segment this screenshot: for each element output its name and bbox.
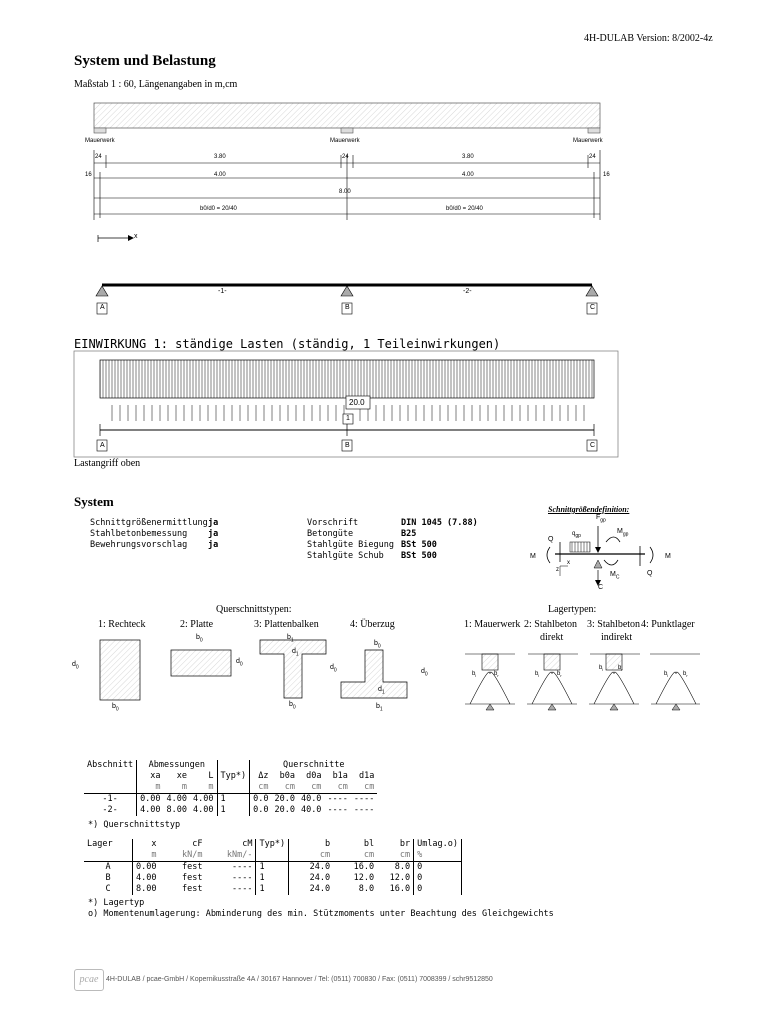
lager3-br: $b_r$ — [618, 665, 623, 673]
table-row: -1- 0.00 4.00 4.00 1 0.0 20.0 40.0 ---- ---- — [84, 794, 377, 806]
schnitt-mc-label: $M_C$ — [610, 571, 620, 581]
load-support-c: C — [590, 442, 596, 449]
lager2-bl: $b_l$ — [535, 671, 540, 679]
abschnitt-footnote: *) Querschnittstyp — [88, 820, 181, 830]
lager3-bl: $b_l$ — [599, 665, 604, 673]
qs4-b1: $b_1$ — [376, 703, 383, 713]
dim-24-c: 24 — [589, 154, 596, 160]
qs-type-3: 3: Plattenbalken — [254, 619, 319, 630]
qs4-d1: $d_1$ — [378, 686, 385, 696]
qs-type-1: 1: Rechteck — [98, 619, 146, 630]
load-support-b: B — [345, 442, 350, 449]
schnitt-q-right-label: Q — [647, 570, 653, 577]
load-block — [100, 360, 594, 398]
page-title: System und Belastung — [74, 53, 216, 69]
table-header-row: xa xe L Typ*) Δz b0a d0a b1a d1a — [84, 771, 377, 782]
lager-subtype-2: direkt — [540, 632, 564, 643]
schnitt-f-label: $F_{gp}$ — [596, 514, 606, 524]
dim-24-b: 24 — [342, 154, 349, 160]
qs3-d0: $d_0$ — [330, 664, 337, 674]
dim-400-2: 4.00 — [462, 172, 474, 178]
param-row: Bewehrungsvorschlag ja — [90, 540, 219, 550]
schnitt-z-label: z — [556, 567, 559, 573]
lager-footnotes: *) Lagertyp o) Momentenumlagerung: Abminderung des min. Stützmoments unter Beachtung des Gleichgewichts — [88, 898, 554, 919]
lager-subtype-3: indirekt — [601, 632, 633, 643]
qs3-b1: $b_1$ — [287, 634, 294, 644]
lager-type-3: 3: Stahlbeton — [587, 619, 641, 630]
param-row: Stahlgüte Biegung BSt 500 — [307, 540, 437, 550]
querschnitt-title: Querschnittstypen: — [216, 604, 292, 615]
schnitt-q-label: $q_{gp}$ — [572, 531, 581, 540]
support-label-c: Mauerwerk — [573, 138, 603, 144]
footer-text: 4H-DULAB / pcae-GmbH / Kopernikusstraße 4A / 30167 Hannover / Tel: (0511) 700830 / Fax: (0511) 7008399 / schr9512850 — [106, 976, 493, 983]
lager1-bl: $b_l$ — [472, 671, 477, 679]
table-row: B 4.00 fest ---- 1 24.0 12.0 12.0 0 — [84, 873, 462, 884]
qs2-d0: $d_0$ — [236, 658, 243, 668]
table-units-row: m kN/m kNm/- cm cm cm % — [84, 850, 462, 862]
pcae-logo: pcae — [74, 969, 104, 991]
load-support-a: A — [100, 442, 105, 449]
qs1-d0: $d_0$ — [72, 661, 79, 671]
qs2-b0: $b_0$ — [196, 634, 203, 644]
support-name-b: B — [345, 304, 350, 311]
param-row: Stahlbetonbemessung ja — [90, 529, 219, 539]
lager4-bl: $b_l$ — [664, 671, 669, 679]
qs-type-2: 2: Platte — [180, 619, 214, 630]
support-label-a: Mauerwerk — [85, 138, 115, 144]
param-row: Betongüte B25 — [307, 529, 417, 539]
lager1-br: $b_r$ — [494, 671, 499, 679]
lager-type-2: 2: Stahlbeton — [524, 619, 578, 630]
load-caption: Lastangriff oben — [74, 458, 141, 469]
qs3-b0: $b_0$ — [289, 701, 296, 711]
section-platte — [171, 650, 231, 676]
table-units-row: m m m cm cm cm cm cm — [84, 782, 377, 794]
schnitt-c-label: C — [598, 584, 604, 591]
schnitt-m-left-label: M — [530, 553, 536, 560]
right-params — [307, 518, 478, 562]
schnitt-diagram — [520, 512, 680, 592]
param-row: Vorschrift DIN 1045 (7.88) — [307, 518, 478, 528]
param-row: Stahlgüte Schub BSt 500 — [307, 551, 437, 561]
qs-type-4: 4: Überzug — [350, 619, 395, 630]
section-label-2: b0/d0 = 20/40 — [446, 206, 483, 212]
schnitt-q-left-label: Q — [548, 536, 554, 543]
x-axis-label: x — [134, 233, 138, 240]
table-row: C 8.00 fest ---- 1 24.0 8.0 16.0 0 — [84, 884, 462, 895]
lager-type-4: 4: Punktlager — [641, 619, 695, 630]
load-value: 20.0 — [349, 398, 365, 407]
dim-total: 8.00 — [339, 189, 351, 195]
lager-table — [84, 839, 462, 895]
schnitt-mgp-label: $M_{gp}$ — [617, 528, 629, 538]
table-header-row: Lager x cF cM Typ*) b bl br Umlag.o) — [84, 839, 462, 850]
lager4-br: $b_r$ — [683, 671, 688, 679]
section-ueberzug — [341, 650, 407, 698]
schnitt-x-label: x — [567, 560, 570, 566]
lager-title: Lagertypen: — [548, 604, 597, 615]
schnitt-m-right-label: M — [665, 553, 671, 560]
version-header: 4H-DULAB Version: 8/2002-4z — [584, 33, 713, 44]
qs4-b0: $b_0$ — [374, 640, 381, 650]
scale-note: Maßstab 1 : 60, Längenangaben in m,cm — [74, 79, 238, 90]
support-name-a: A — [100, 304, 105, 311]
table-row: -2- 4.00 8.00 4.00 1 0.0 20.0 40.0 ---- ---- — [84, 805, 377, 816]
abschnitt-table — [84, 760, 377, 816]
lager2-br: $b_r$ — [557, 671, 562, 679]
support-label-b: Mauerwerk — [330, 138, 360, 144]
load-diagram — [0, 0, 768, 470]
table-header-group: Abschnitt Abmessungen Querschnitte — [84, 760, 377, 771]
table-row: A 0.00 fest ---- 1 24.0 16.0 8.0 0 — [84, 862, 462, 874]
einwirkung-title: EINWIRKUNG 1: ständige Lasten (ständig, 1 Teileinwirkungen) — [74, 337, 501, 351]
qs4-d0: $d_0$ — [421, 668, 428, 678]
qs3-d1: $d_1$ — [292, 648, 299, 658]
load-marker: 1 — [346, 415, 350, 422]
dim-24-a: 24 — [95, 154, 102, 160]
support-name-c: C — [590, 304, 596, 311]
system-heading: System — [74, 494, 114, 509]
support-type-drawings — [460, 646, 700, 722]
dim-380-1: 3.80 — [214, 154, 226, 160]
dim-16-left: 16 — [85, 172, 92, 178]
span-label-1: -1- — [218, 288, 227, 295]
cross-section-drawings — [80, 630, 440, 720]
span-label-2: -2- — [463, 288, 472, 295]
left-params — [90, 518, 218, 551]
param-row: Schnittgrößenermittlungja — [90, 518, 219, 528]
section-rechteck — [100, 640, 140, 700]
dim-16-right: 16 — [603, 172, 610, 178]
lager-type-1: 1: Mauerwerk — [464, 619, 521, 630]
qs1-b0: $b_0$ — [112, 703, 119, 713]
dim-400-1: 4.00 — [214, 172, 226, 178]
schnitt-title: Schnittgrößendefinition: — [548, 505, 630, 514]
dim-380-2: 3.80 — [462, 154, 474, 160]
section-label-1: b0/d0 = 20/40 — [200, 206, 237, 212]
